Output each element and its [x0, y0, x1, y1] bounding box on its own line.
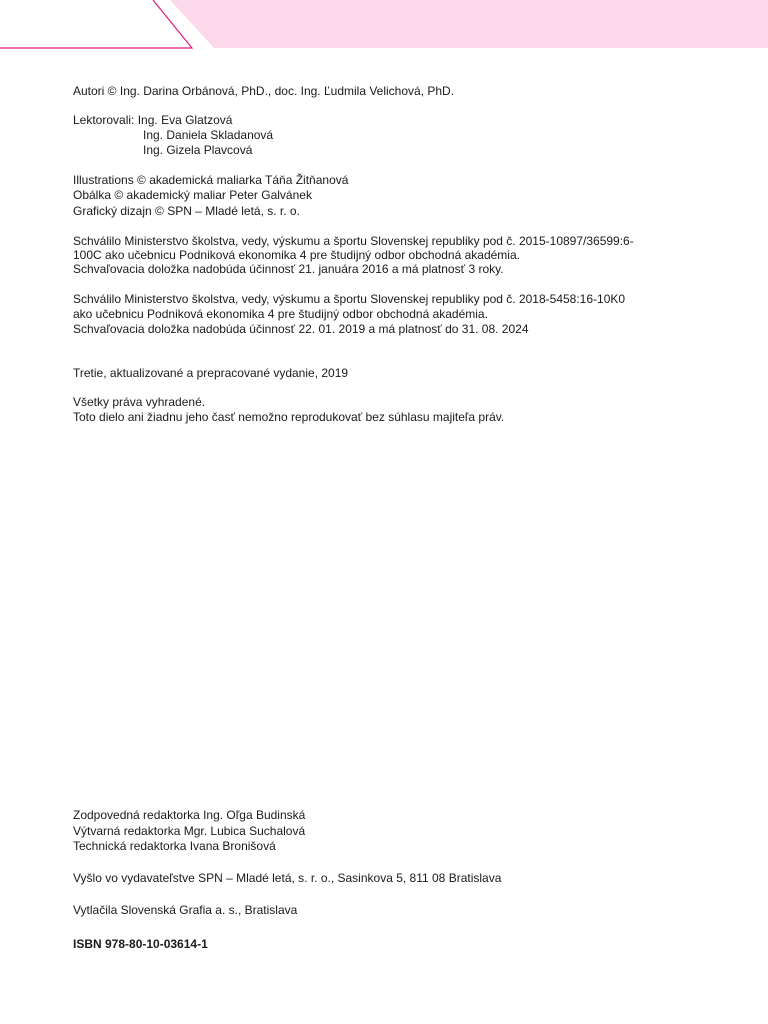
approval-1-line: 100C ako učebnicu Podniková ekonomika 4 pre študijný odbor obchodná akadémia. — [73, 248, 520, 262]
credit-illustrations: Illustrations © akademická maliarka Táňa Žitňanová — [73, 173, 349, 187]
reviewer-name: Ing. Daniela Skladanová — [143, 128, 274, 142]
editor-line: Zodpovedná redaktorka Ing. Oľga Budinská — [73, 808, 306, 822]
approval-2-line: Schválilo Ministerstvo školstva, vedy, výskumu a športu Slovenskej republiky pod č. 2018-5458:16-10K0 — [73, 292, 626, 306]
credit-cover: Obálka © akademický maliar Peter Galvánek — [73, 188, 312, 202]
reviewers-label: Lektorovali: Ing. Eva Glatzová — [73, 113, 233, 127]
credit-design: Grafický dizajn © SPN – Mladé letá, s. r. o. — [73, 204, 300, 218]
authors-line: Autori © Ing. Darina Orbánová, PhD., doc. Ing. Ľudmila Velichová, PhD. — [73, 84, 455, 98]
isbn-line: ISBN 978-80-10-03614-1 — [73, 937, 208, 951]
editor-line: Výtvarná redaktorka Mgr. Lubica Suchalová — [73, 824, 306, 838]
approval-2-line: ako učebnicu Podniková ekonomika 4 pre študijný odbor obchodná akadémia. — [73, 307, 488, 321]
magenta-rule — [0, 0, 192, 48]
approval-2-line: Schvaľovacia doložka nadobúda účinnosť 22. 01. 2019 a má platnosť do 31. 08. 2024 — [73, 322, 529, 336]
rights-line: Všetky práva vyhradené. — [73, 395, 206, 409]
edition-line: Tretie, aktualizované a prepracované vydanie, 2019 — [73, 366, 349, 380]
publisher-line: Vyšlo vo vydavateľstve SPN – Mladé letá, s. r. o., Sasinkova 5, 811 08 Bratislava — [73, 871, 502, 885]
approval-1-line: Schvaľovacia doložka nadobúda účinnosť 21. januára 2016 a má platnosť 3 roky. — [73, 262, 504, 276]
printer-line: Vytlačila Slovenská Grafia a. s., Bratislava — [73, 903, 298, 917]
reviewer-name: Ing. Eva Glatzová — [137, 113, 233, 127]
approval-1-line: Schválilo Ministerstvo školstva, vedy, výskumu a športu Slovenskej republiky pod č. 2015-10897/36599:6- — [73, 234, 634, 248]
rights-line: Toto dielo ani žiadnu jeho časť nemožno reprodukovať bez súhlasu majiteľa práv. — [73, 410, 505, 424]
editor-line: Technická redaktorka Ivana Bronišová — [73, 839, 276, 853]
header-decoration — [0, 0, 768, 60]
pink-band — [170, 0, 768, 48]
reviewer-name: Ing. Gizela Plavcová — [143, 143, 253, 157]
